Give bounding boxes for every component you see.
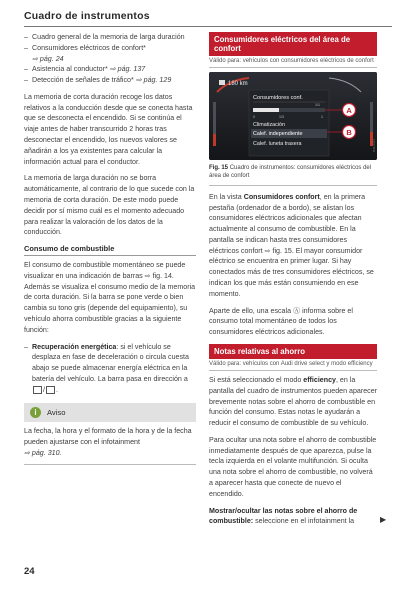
page-reference[interactable]: ⇨ pág. 310. [24, 449, 62, 457]
section-validity: Válido para: vehículos con Audi drive select y modo efficiency [209, 359, 377, 371]
section-validity: Válido para: vehículos con consumidores eléctricos de confort [209, 56, 377, 68]
callout-a-label: A [346, 106, 352, 115]
note-body: La fecha, la hora y el formato de la hora y de la fecha pueden ajustarse con el infotainment ⇨ pág. 310. [24, 427, 192, 457]
figure-caption: Fig. 15 Cuadro de instrumentos: consumidores eléctricos del área de confort [209, 160, 377, 186]
bar-symbol-icon [33, 386, 42, 394]
paragraph-hide-note: Para ocultar una nota sobre el ahorro de combustible inmediatamente después de que aparezca, pulse la tecla izquierda en el volante multifunción. Si oculta una nota sobre el ahorro de combustible, no volverá a aparecer hasta que conecte de nuevo el encendido. [209, 435, 377, 498]
section-title-comfort-consumers: Consumidores eléctricos del área de confort [209, 32, 377, 56]
range-readout: 180 km [228, 81, 248, 87]
list-item: – Detección de señales de tráfico* ⇨ pág. 129 [24, 75, 196, 86]
callout-b-label: B [346, 128, 352, 137]
note-header [24, 403, 196, 422]
paragraph-comfort-view: En la vista Consumidores confort, en la primera pestaña (ordenador de a bordo), se alistan los consumidores eléctricos adicionales que afectan actualmente al consumo de combustible. En la pantalla se indican hasta tres consumidores eléctricos confort ⇨ fig. 15. El mayor consumidor eléctrico se encuentra en primer lugar. Si hay conectados más de tres consumidores eléctricos, se indican los que más están consumiendo en ese momento. [209, 192, 374, 298]
function-list [24, 342, 196, 396]
instrument-cluster-image [209, 72, 377, 160]
note-box [24, 403, 196, 464]
page-reference[interactable]: ⇨ pág. 129 [135, 76, 172, 85]
left-column [24, 32, 196, 465]
header-rule [24, 26, 392, 27]
bar-symbol-icon [46, 386, 55, 394]
total-consumption-bar [253, 108, 279, 112]
paragraph-efficiency: Si está seleccionado el modo efficiency, en la pantalla del cuadro de instrumentos pueden aparecer brevemente notas sobre el ahorro de combustible en función del consumo. Estas notas le ayudarán a reducir el consumo de combustible de su vehículo. [209, 375, 377, 428]
paragraph-scale: Aparte de ello, una escala Ⓐ informa sobre el consumo total momentáneo de todos los consumidores eléctricos adicionales. [209, 306, 353, 337]
list-item-energy-recovery: – Recuperación energética: si el vehículo se desplaza en fase de deceleración o circula cuesta abajo se puede almacenar energía eléctrica en la batería del vehículo. La barra pasa en dirección a / . [24, 342, 196, 396]
page-reference[interactable]: ⇨ pág. 24 [32, 54, 64, 63]
subheading-fuel-consumption: Consumo de combustible [24, 244, 196, 256]
paragraph-fuel-consumption: El consumo de combustible momentáneo se puede visualizar en una indicación de barras ⇨ fig. 14. Además se visualiza el consumo medio de la memoria de corta duración. Si la barra se pone verde o bien cambia su tono gris (depende del equipamiento), su vehículo ahorra combustible gracias a la siguiente función: [24, 261, 196, 334]
list-item: – Asistencia al conductor* ⇨ pág. 137 [24, 64, 196, 75]
list-item: – Consumidores eléctricos de confort* ⇨ pág. 24 [24, 43, 196, 65]
page-number: 24 [24, 566, 35, 577]
paragraph-short-memory: La memoria de corta duración recoge los datos relativos a la conducción desde que se conecta hasta que se desconecta el encendido. Si se continúa el viaje antes de haber transcurrido 2 horas tras desconectar el encendido, los nuevos valores se añadirán a los ya existentes para calcular la información actual para el conductor. [24, 92, 193, 166]
consumer-item: Climatización [253, 122, 286, 128]
menu-options-list [24, 32, 196, 86]
page-header-title: Cuadro de instrumentos [24, 10, 150, 22]
scale-mark: 0 [253, 115, 255, 119]
menu-title: Consumidores conf. [253, 95, 303, 101]
section-title-saving-notes: Notas relativas al ahorro [209, 344, 377, 359]
image-code: B4K-0611 [372, 138, 376, 152]
paragraph-show-hide-notes: Mostrar/ocultar las notas sobre el ahorro de combustible: seleccione en el infotainment la [209, 506, 358, 526]
consumer-item: Calef. luneta trasera [253, 141, 302, 147]
scale-mark: 1 [321, 115, 323, 119]
instrument-cluster-figure [209, 72, 377, 160]
continue-arrow-icon: ▶ [380, 515, 387, 524]
consumer-item: Calef. independiente [253, 131, 303, 137]
note-title: Aviso [47, 408, 66, 418]
right-column [209, 32, 377, 533]
scale-mark: 1/1 [315, 103, 320, 107]
info-icon: i [30, 407, 41, 418]
list-item: – Cuadro general de la memoria de larga duración [24, 32, 196, 43]
scale-mark: 1/3 [279, 115, 284, 119]
page-reference[interactable]: ⇨ pág. 137 [109, 65, 146, 74]
paragraph-long-memory: La memoria de larga duración no se borra automáticamente, al contrario de lo que sucede con la memoria de corta duración. De este modo puede decidir por sí mismo cuál es el momento adecuado para realizar la valoración de los datos de la conducción. [24, 174, 195, 237]
